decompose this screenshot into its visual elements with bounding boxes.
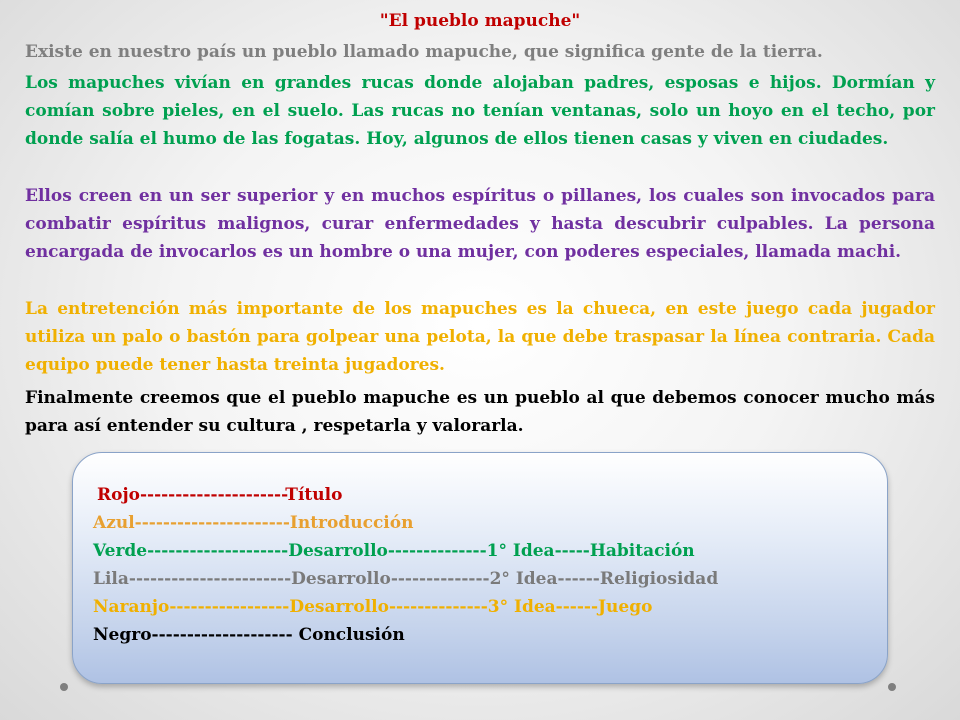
conclusion-paragraph: Finalmente creemos que el pueblo mapuche es un pueblo al que debemos conocer mucho más para así entender su cultura , respetarla y valorarla. bbox=[25, 388, 935, 436]
color-legend-box bbox=[72, 452, 888, 684]
slide-dot-left bbox=[60, 683, 68, 691]
legend-row-idea3: Naranjo-----------------Desarrollo--------------3° Idea------Juego bbox=[93, 597, 653, 617]
legend-row-conclusion: Negro-------------------- Conclusión bbox=[93, 625, 405, 645]
document-title: "El pueblo mapuche" bbox=[379, 11, 581, 31]
idea1-paragraph-housing: Los mapuches vivían en grandes rucas donde alojaban padres, esposas e hijos. Dormían y comían sobre pieles, en el suelo. Las rucas no tenían ventanas, solo un hoyo en el techo, por donde salía el humo de las fogatas. Hoy, algunos de ellos tienen casas y viven en ciudades. bbox=[25, 73, 935, 149]
legend-row-idea1: Verde--------------------Desarrollo--------------1° Idea-----Habitación bbox=[93, 541, 695, 561]
idea2-paragraph-religion: Ellos creen en un ser superior y en muchos espíritus o pillanes, los cuales son invocados para combatir espíritus malignos, curar enfermedades y hasta descubrir culpables. La persona encargada de invocarlos es un hombre o una mujer, con poderes especiales, llamada machi. bbox=[25, 186, 935, 262]
idea3-paragraph-game: La entretención más importante de los mapuches es la chueca, en este juego cada jugador utiliza un palo o bastón para golpear una pelota, la que debe traspasar la línea contraria. Cada equipo puede tener hasta treinta jugadores. bbox=[25, 299, 935, 375]
legend-row-idea2: Lila-----------------------Desarrollo--------------2° Idea------Religiosidad bbox=[93, 569, 719, 589]
intro-paragraph: Existe en nuestro país un pueblo llamado mapuche, que significa gente de la tierra. bbox=[25, 42, 823, 62]
legend-row-title: Rojo---------------------Título bbox=[97, 485, 343, 505]
slide-dot-right bbox=[888, 683, 896, 691]
legend-row-intro: Azul----------------------Introducción bbox=[93, 513, 414, 533]
